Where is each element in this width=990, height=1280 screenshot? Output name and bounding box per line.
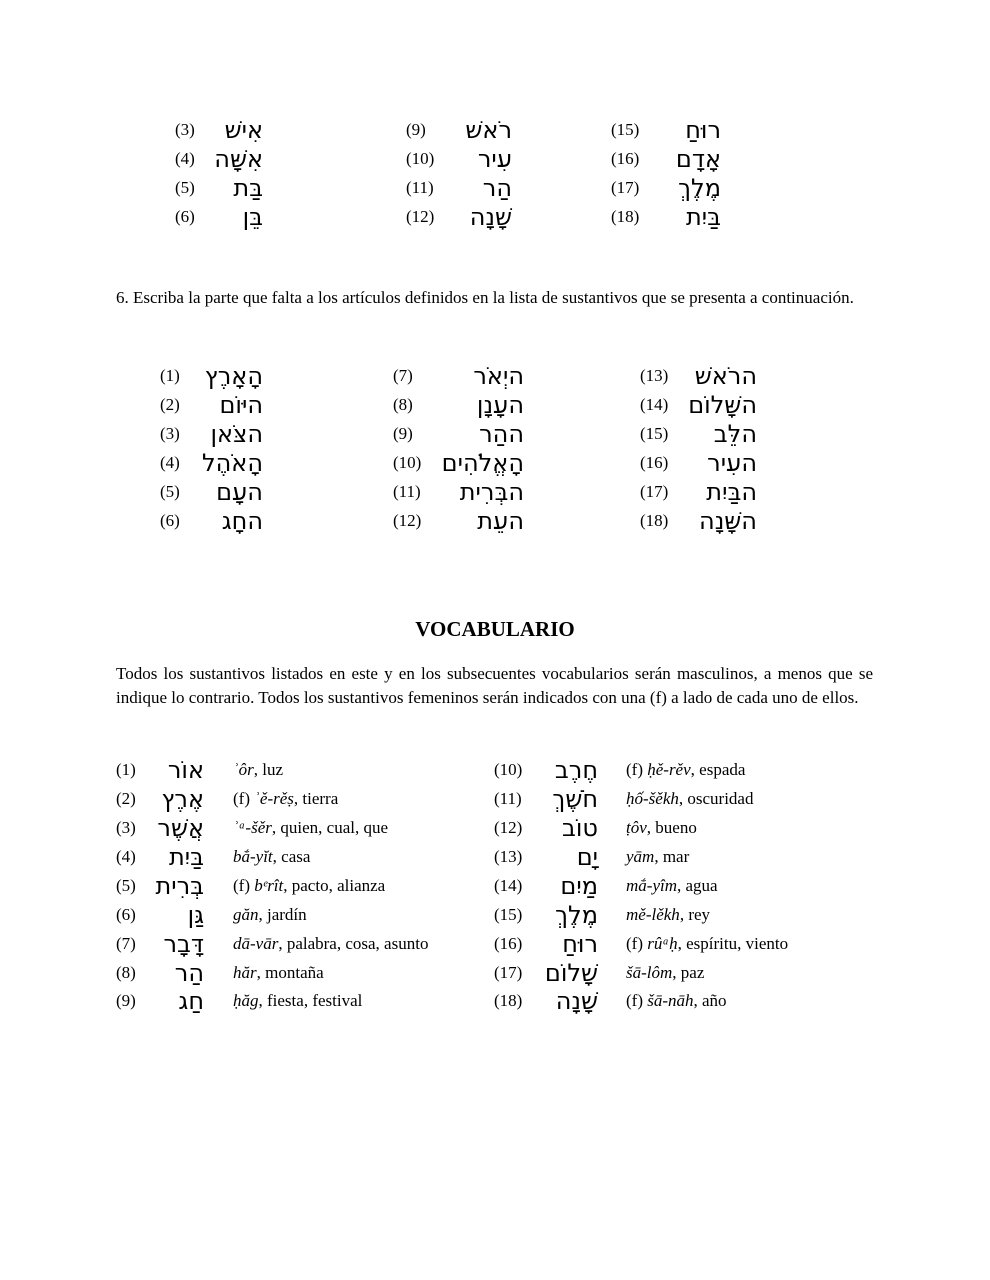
transliteration: mắ-yîm: [626, 876, 677, 895]
gloss: , oscuridad: [678, 789, 754, 808]
hebrew-word: העֵת: [477, 507, 524, 535]
gloss: , jardín: [258, 905, 307, 924]
hebrew-word: הַר: [482, 174, 512, 202]
gloss: , fiesta, festival: [258, 991, 363, 1010]
transliteration: găn: [233, 905, 259, 924]
translation: [233, 959, 324, 987]
transliteration: bᵉrît: [254, 876, 284, 895]
hebrew-word: השָּׁנָה: [699, 507, 757, 535]
hebrew-word: היְאֹר: [473, 362, 524, 390]
gloss: , tierra: [293, 789, 339, 808]
item-number: (17): [494, 963, 523, 982]
feminine-marker: (f): [626, 991, 648, 1010]
item-number: (5): [116, 876, 136, 895]
item-number: (18): [494, 991, 523, 1010]
transliteration: rûᵃḥ: [647, 934, 678, 953]
hebrew-word: הצֹּאן: [210, 420, 263, 448]
item-number: (12): [406, 207, 435, 226]
hebrew-word: אֶרֶץ: [161, 785, 204, 813]
gloss: , bueno: [646, 818, 697, 837]
transliteration: ʾě-rěṣ: [254, 789, 294, 808]
item-number: (17): [640, 482, 669, 501]
hebrew-word: בְּרִית: [155, 872, 204, 900]
hebrew-word: אִישׁ: [224, 116, 263, 144]
hebrew-word: אָדָם: [675, 145, 721, 173]
item-number: (5): [160, 482, 180, 501]
hebrew-word: בַּיִת: [168, 843, 204, 871]
translation: [233, 872, 385, 900]
hebrew-word: גַּן: [187, 901, 204, 929]
item-number: (6): [116, 905, 136, 924]
gloss: , luz: [253, 760, 284, 779]
transliteration: šā-nāh: [647, 991, 694, 1010]
transliteration: hăr: [233, 963, 257, 982]
hebrew-word: ההַר: [479, 420, 524, 448]
item-number: (15): [494, 905, 523, 924]
item-number: (14): [640, 395, 669, 414]
transliteration: mě-lěkh: [626, 905, 680, 924]
gloss: , palabra, cosa, asunto: [278, 934, 429, 953]
hebrew-word: בַּיִת: [685, 203, 721, 231]
hebrew-word: הרֹאשׁ: [694, 362, 757, 390]
item-number: (7): [116, 934, 136, 953]
item-number: (16): [494, 934, 523, 953]
gloss: , rey: [679, 905, 711, 924]
gloss: , quien, cual, que: [271, 818, 389, 837]
item-number: (4): [175, 149, 195, 168]
transliteration: ʾôr: [233, 760, 254, 779]
hebrew-word: בַּת: [233, 174, 263, 202]
item-number: (9): [116, 991, 136, 1010]
exercise-6-instructions: 6. Escriba la parte que falta a los artículos definidos en la lista de sustantivos que se presenta a continuación.: [116, 288, 854, 307]
gloss: , mar: [654, 847, 690, 866]
translation: [233, 814, 388, 842]
item-number: (1): [160, 366, 180, 385]
item-number: (4): [116, 847, 136, 866]
hebrew-word: רוּחַ: [562, 930, 598, 958]
gloss: , año: [693, 991, 727, 1010]
hebrew-word: רֹאשׁ: [465, 116, 512, 144]
hebrew-word: טוֹב: [562, 814, 598, 842]
gloss: , montaña: [256, 963, 324, 982]
hebrew-word: מֶלֶךְ: [678, 174, 721, 202]
hebrew-word: הלֵּב: [713, 420, 757, 448]
hebrew-word: עִיר: [477, 145, 512, 173]
gloss: , espíritu, viento: [677, 934, 789, 953]
hebrew-word: חֹשֶׁךְ: [552, 785, 598, 813]
hebrew-word: העָנָן: [476, 391, 524, 419]
hebrew-word: הָאֹהֶל: [201, 449, 263, 477]
item-number: (6): [160, 511, 180, 530]
item-number: (3): [160, 424, 180, 443]
item-number: (14): [494, 876, 523, 895]
translation: [626, 843, 689, 871]
hebrew-word: שָׁנָה: [555, 987, 598, 1015]
transliteration: ṭôv: [626, 818, 647, 837]
item-number: (16): [640, 453, 669, 472]
transliteration: yām: [626, 847, 655, 866]
translation: [626, 987, 727, 1015]
transliteration: šā-lôm: [626, 963, 673, 982]
item-number: (8): [116, 963, 136, 982]
hebrew-word: הַר: [174, 959, 204, 987]
hebrew-word: שָׁנָה: [469, 203, 512, 231]
transliteration: ḥě-rěv: [647, 760, 691, 779]
hebrew-word: הבַּיִת: [706, 478, 757, 506]
item-number: (1): [116, 760, 136, 779]
translation: [626, 901, 710, 929]
gloss: , espada: [690, 760, 746, 779]
item-number: (10): [494, 760, 523, 779]
translation: [626, 930, 788, 958]
translation: [233, 756, 283, 784]
hebrew-word: העִיר: [707, 449, 757, 477]
item-number: (10): [393, 453, 422, 472]
hebrew-word: מַיִם: [560, 872, 598, 900]
item-number: (11): [393, 482, 421, 501]
transliteration: ʾᵃ-šěr: [233, 818, 272, 837]
hebrew-word: יָם: [576, 843, 598, 871]
transliteration: dā-vār: [233, 934, 279, 953]
item-number: (7): [393, 366, 413, 385]
item-number: (6): [175, 207, 195, 226]
item-number: (12): [494, 818, 523, 837]
translation: [233, 843, 310, 871]
hebrew-word: חֶרֶב: [554, 756, 598, 784]
item-number: (15): [640, 424, 669, 443]
hebrew-word: בֵּן: [242, 203, 263, 231]
item-number: (16): [611, 149, 640, 168]
hebrew-word: הָאֱלֹהִים: [441, 449, 524, 477]
feminine-marker: (f): [233, 789, 255, 808]
vocab-intro: Todos los sustantivos listados en este y en los subsecuentes vocabularios serán masculinos, a menos que se indique lo contrario. Todos los sustantivos femeninos serán indicados con una (f) a lado de cada uno de ellos.: [116, 664, 873, 707]
item-number: (5): [175, 178, 195, 197]
translation: [626, 814, 697, 842]
hebrew-word: אִשָּׁה: [214, 145, 263, 173]
translation: [233, 785, 338, 813]
item-number: (17): [611, 178, 640, 197]
item-number: (3): [116, 818, 136, 837]
hebrew-word: חַג: [178, 987, 204, 1015]
hebrew-word: מֶלֶךְ: [555, 901, 598, 929]
item-number: (9): [393, 424, 413, 443]
item-number: (13): [640, 366, 669, 385]
gloss: , agua: [676, 876, 718, 895]
feminine-marker: (f): [233, 876, 255, 895]
item-number: (3): [175, 120, 195, 139]
item-number: (9): [406, 120, 426, 139]
item-number: (18): [611, 207, 640, 226]
hebrew-word: שָׁלוֹם: [544, 959, 598, 987]
item-number: (11): [406, 178, 434, 197]
item-number: (15): [611, 120, 640, 139]
hebrew-word: אוֹר: [167, 756, 204, 784]
gloss: , paz: [672, 963, 705, 982]
item-number: (8): [393, 395, 413, 414]
hebrew-word: השָּׁלוֹם: [688, 391, 757, 419]
hebrew-word: אֲשֶׁר: [157, 814, 204, 842]
item-number: (4): [160, 453, 180, 472]
translation: [233, 901, 307, 929]
hebrew-word: רוּחַ: [685, 116, 721, 144]
transliteration: bắ-yĭt: [233, 847, 273, 866]
translation: [233, 987, 362, 1015]
gloss: , pacto, alianza: [283, 876, 386, 895]
item-number: (18): [640, 511, 669, 530]
item-number: (10): [406, 149, 435, 168]
gloss: , casa: [272, 847, 311, 866]
item-number: (2): [116, 789, 136, 808]
item-number: (13): [494, 847, 523, 866]
translation: [626, 872, 718, 900]
hebrew-word: דָּבָר: [163, 930, 204, 958]
hebrew-word: היּוֹם: [219, 391, 263, 419]
hebrew-word: החָג: [221, 507, 263, 535]
transliteration: ḥố-šěkh: [626, 789, 679, 808]
hebrew-word: העָם: [216, 478, 263, 506]
transliteration: ḥăg: [233, 991, 259, 1010]
feminine-marker: (f): [626, 934, 648, 953]
hebrew-word: הָאָרֶץ: [204, 362, 263, 390]
translation: [233, 930, 428, 958]
item-number: (11): [494, 789, 522, 808]
feminine-marker: (f): [626, 760, 648, 779]
translation: [626, 959, 704, 987]
section-title: VOCABULARIO: [415, 617, 575, 641]
hebrew-word: הבְּרִית: [459, 478, 524, 506]
translation: [626, 785, 753, 813]
item-number: (2): [160, 395, 180, 414]
translation: [626, 756, 745, 784]
item-number: (12): [393, 511, 422, 530]
